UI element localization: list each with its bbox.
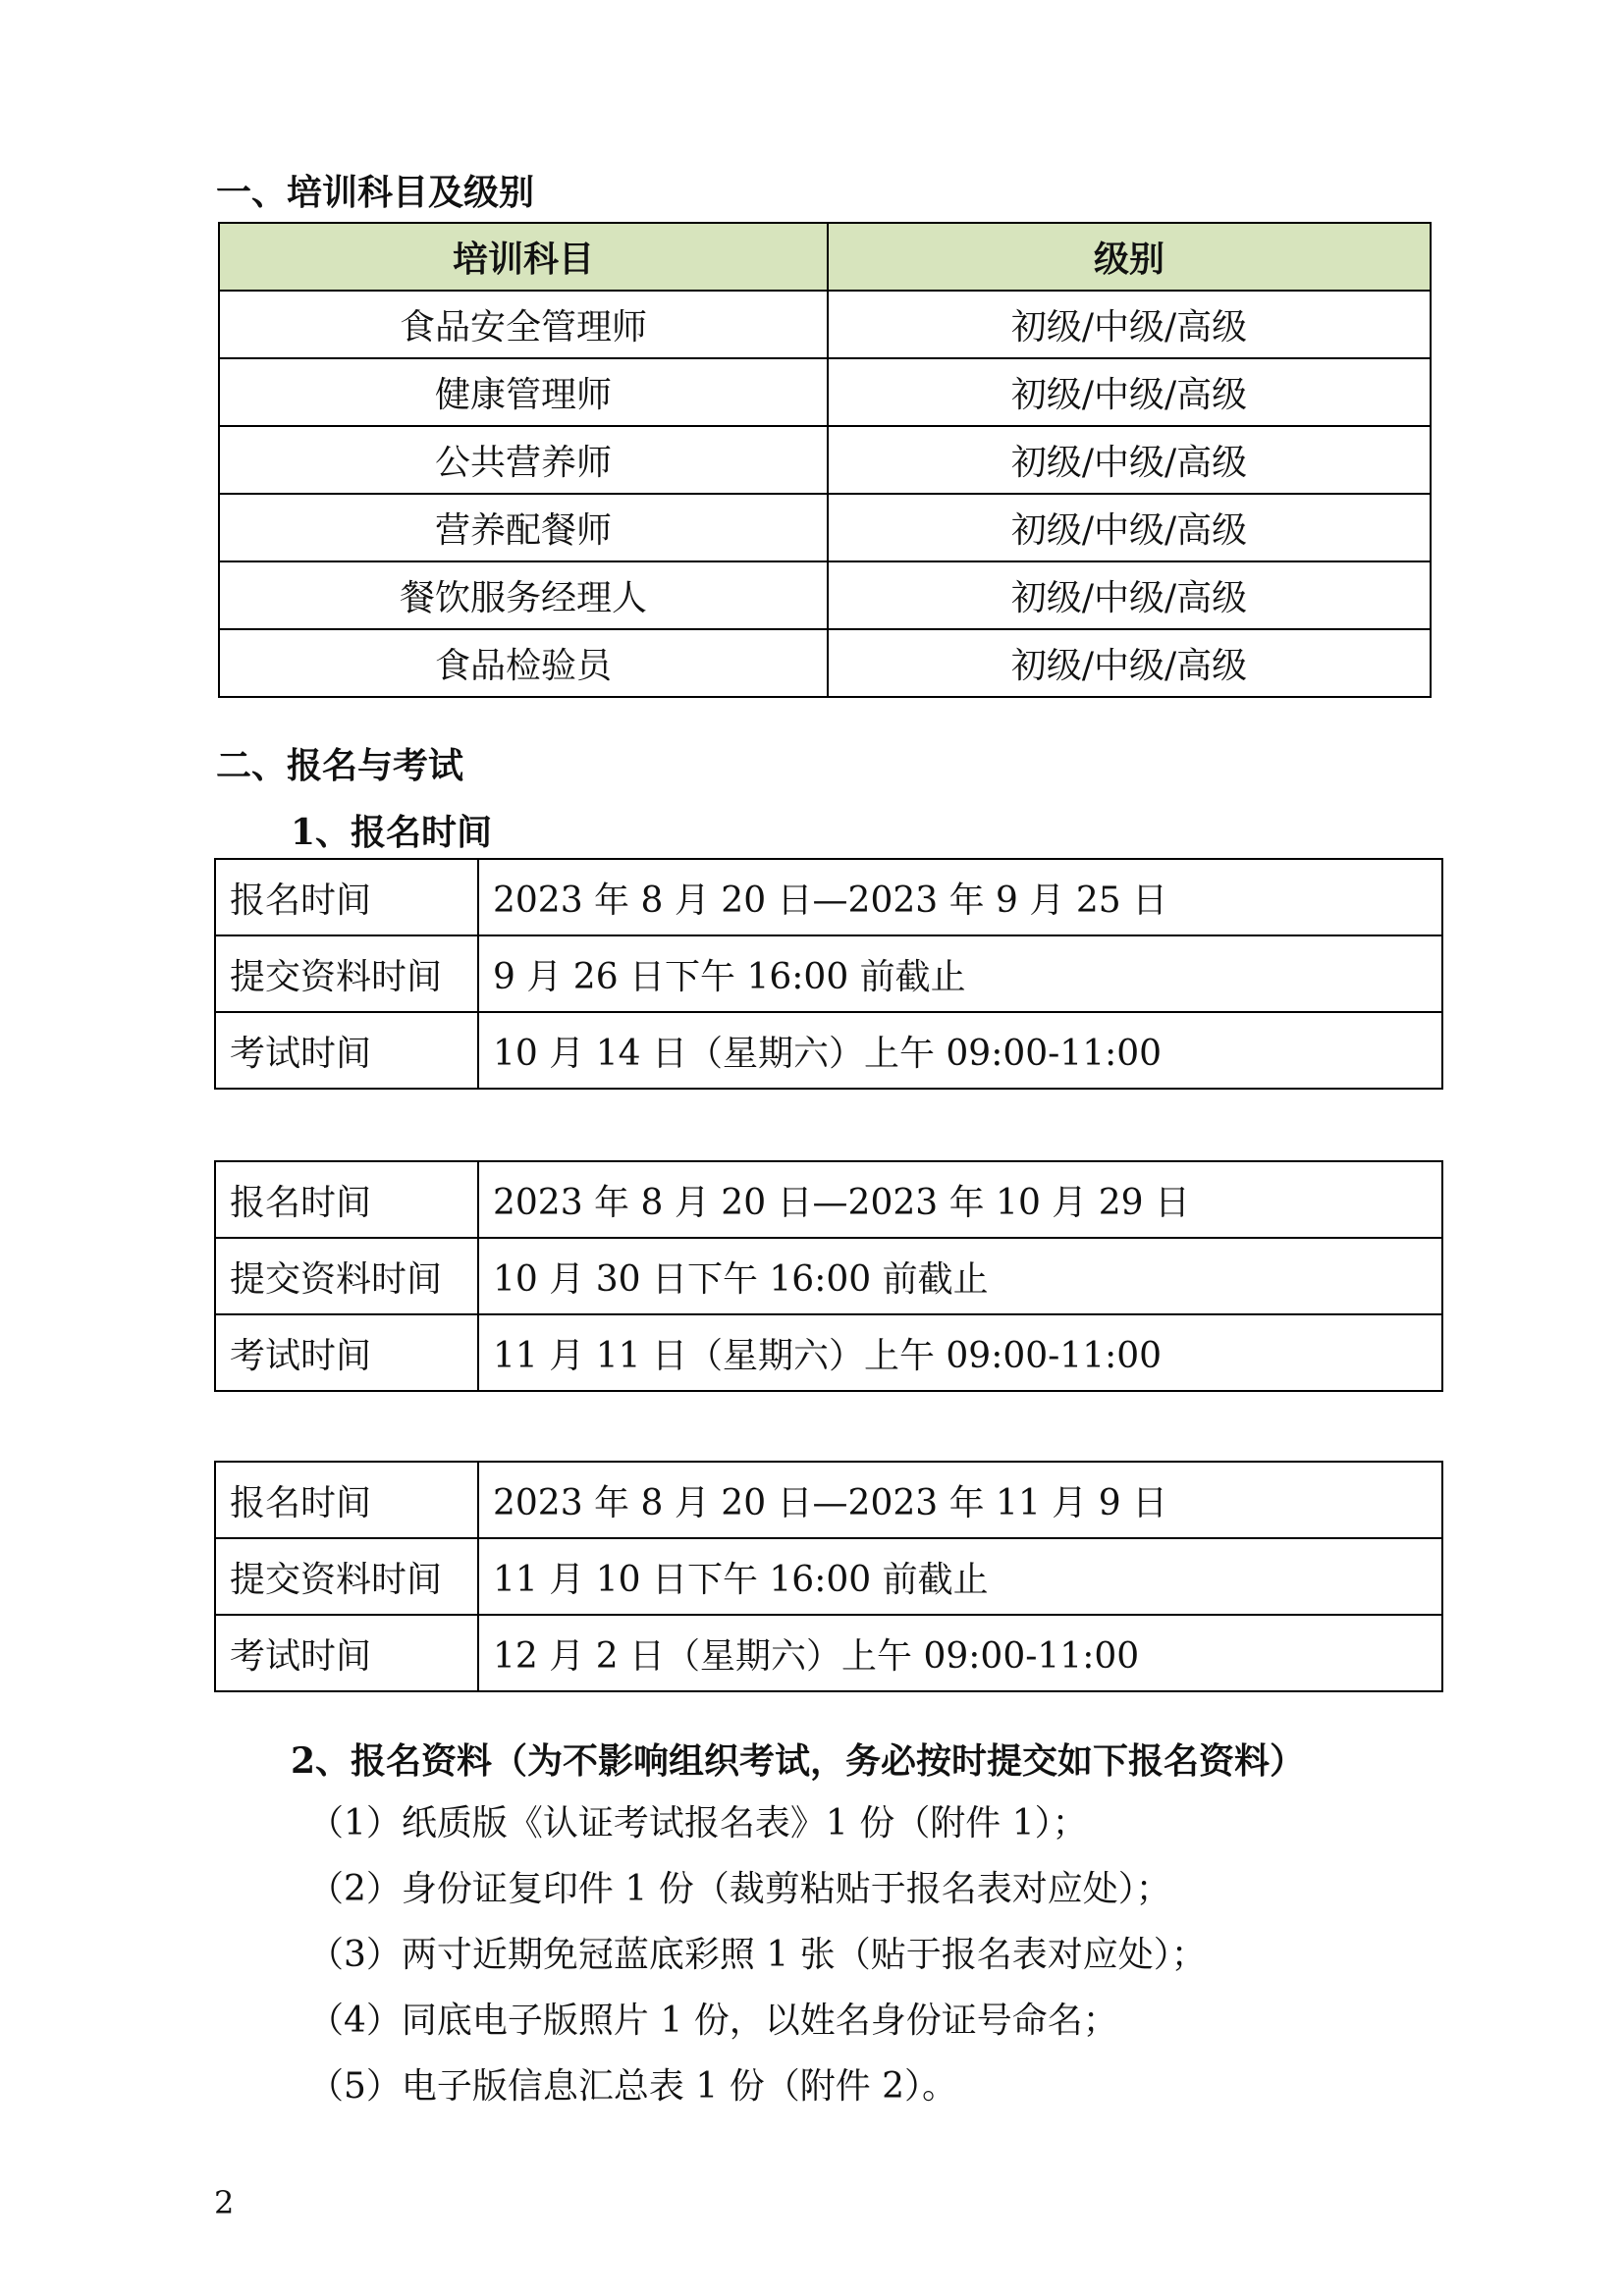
row-value: 2023 年 8 月 20 日—2023 年 11 月 9 日 — [478, 1462, 1442, 1538]
table-row — [215, 1615, 1442, 1691]
table-row — [215, 935, 1442, 1012]
section2-heading: 二、报名与考试 — [216, 745, 464, 786]
table-row — [219, 358, 1431, 426]
row-value: 11 月 10 日下午 16:00 前截止 — [478, 1538, 1442, 1615]
schedule-table-1 — [214, 858, 1443, 1090]
table-row — [215, 1462, 1442, 1538]
row-value: 11 月 11 日（星期六）上午 09:00-11:00 — [478, 1314, 1442, 1391]
row-label: 报名时间 — [215, 1462, 478, 1538]
row-label: 考试时间 — [215, 1012, 478, 1089]
subject-cell: 健康管理师 — [219, 358, 828, 426]
list-item: （2）身份证复印件 1 份（裁剪粘贴于报名表对应处）； — [308, 1869, 1171, 1909]
page-number: 2 — [214, 2184, 235, 2221]
table-row — [215, 859, 1442, 935]
row-value: 2023 年 8 月 20 日—2023 年 10 月 29 日 — [478, 1161, 1442, 1238]
list-item: （5）电子版信息汇总表 1 份（附件 2）。 — [308, 2066, 958, 2107]
row-value: 9 月 26 日下午 16:00 前截止 — [478, 935, 1442, 1012]
section1-heading: 一、培训科目及级别 — [216, 172, 535, 213]
schedule-table-2 — [214, 1160, 1443, 1392]
table-row — [219, 426, 1431, 494]
row-label: 提交资料时间 — [215, 1538, 478, 1615]
table-header-row — [219, 223, 1431, 291]
table-row — [215, 1314, 1442, 1391]
table-row — [215, 1238, 1442, 1314]
row-label: 提交资料时间 — [215, 935, 478, 1012]
header-subject: 培训科目 — [219, 223, 828, 291]
row-value: 10 月 14 日（星期六）上午 09:00-11:00 — [478, 1012, 1442, 1089]
list-item: （4）同底电子版照片 1 份，以姓名身份证号命名； — [308, 2001, 1118, 2041]
level-cell: 初级/中级/高级 — [828, 561, 1431, 629]
subject-cell: 公共营养师 — [219, 426, 828, 494]
schedule-table-3 — [214, 1461, 1443, 1692]
row-label: 提交资料时间 — [215, 1238, 478, 1314]
subject-cell: 食品检验员 — [219, 629, 828, 697]
row-label: 考试时间 — [215, 1615, 478, 1691]
list-item: （3）两寸近期免冠蓝底彩照 1 张（贴于报名表对应处）； — [308, 1935, 1207, 1975]
row-value: 12 月 2 日（星期六）上午 09:00-11:00 — [478, 1615, 1442, 1691]
materials-list — [308, 1790, 1207, 2119]
level-cell: 初级/中级/高级 — [828, 291, 1431, 358]
list-item: （1）纸质版《认证考试报名表》1 份（附件 1）； — [308, 1803, 1088, 1843]
table-row — [219, 629, 1431, 697]
table-row — [219, 561, 1431, 629]
subject-cell: 营养配餐师 — [219, 494, 828, 561]
row-value: 2023 年 8 月 20 日—2023 年 9 月 25 日 — [478, 859, 1442, 935]
level-cell: 初级/中级/高级 — [828, 494, 1431, 561]
level-cell: 初级/中级/高级 — [828, 358, 1431, 426]
registration-time-heading: 1、报名时间 — [291, 812, 493, 853]
table-row — [219, 291, 1431, 358]
table-row — [215, 1538, 1442, 1615]
subject-cell: 餐饮服务经理人 — [219, 561, 828, 629]
subjects-table — [218, 222, 1432, 698]
subject-cell: 食品安全管理师 — [219, 291, 828, 358]
header-level: 级别 — [828, 223, 1431, 291]
registration-materials-heading: 2、报名资料（为不影响组织考试，务必按时提交如下报名资料） — [291, 1740, 1306, 1782]
row-label: 考试时间 — [215, 1314, 478, 1391]
row-value: 10 月 30 日下午 16:00 前截止 — [478, 1238, 1442, 1314]
table-row — [215, 1161, 1442, 1238]
row-label: 报名时间 — [215, 859, 478, 935]
table-row — [215, 1012, 1442, 1089]
row-label: 报名时间 — [215, 1161, 478, 1238]
table-row — [219, 494, 1431, 561]
level-cell: 初级/中级/高级 — [828, 426, 1431, 494]
level-cell: 初级/中级/高级 — [828, 629, 1431, 697]
